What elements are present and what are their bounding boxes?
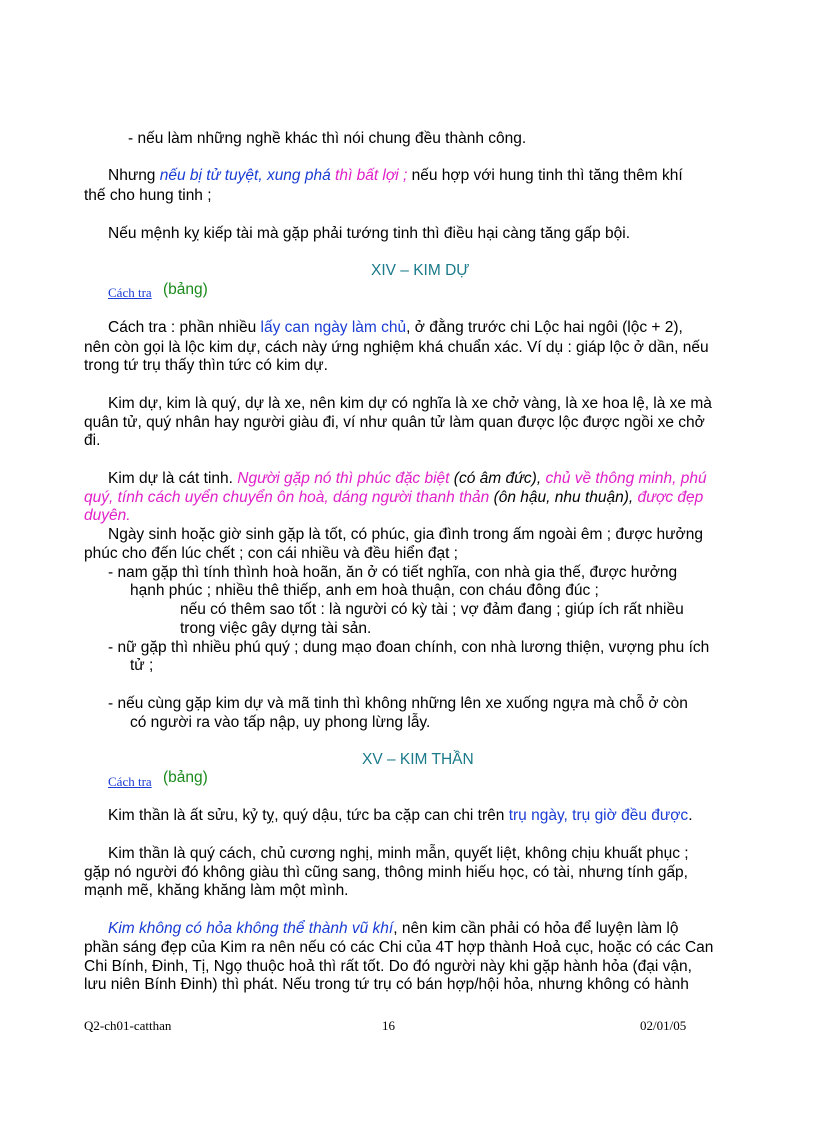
footer-filename: Q2-ch01-catthan bbox=[84, 1018, 172, 1033]
cach-tra-link[interactable]: Cách tra bbox=[108, 285, 152, 300]
paragraph-line: Kim thần là ất sửu, kỷ tỵ, quý dậu, tức ba cặp can chi trên trụ ngày, trụ giờ đều được. bbox=[108, 807, 693, 824]
section-heading: XIV – KIM DỰ bbox=[371, 262, 470, 279]
paragraph-line: thế cho hung tinh ; bbox=[84, 187, 212, 204]
paragraph-line: Chi Bính, Đinh, Tị, Ngọ thuộc hoả thì rất tốt. Do đó người này khi gặp hành hỏa (đại vận, bbox=[84, 958, 692, 975]
paragraph-line: lưu niên Bính Đinh) thì phát. Nếu trong tứ trụ có bán hợp/hội hỏa, nhưng không có hành bbox=[84, 976, 689, 993]
paragraph-line: quý, tính cách uyển chuyển ôn hoà, dáng người thanh thản (ôn hậu, nhu thuận), được đẹp bbox=[84, 489, 704, 506]
paragraph-line: nên còn gọi là lộc kim dự, cách này ứng nghiệm khá chuẩn xác. Ví dụ : giáp lộc ở dần, nếu bbox=[84, 339, 709, 356]
bang-label: (bảng) bbox=[163, 769, 208, 786]
paragraph-line: Kim dự, kim là quý, dự là xe, nên kim dự có nghĩa là xe chở vàng, là xe hoa lệ, là xe mà bbox=[108, 395, 712, 412]
paragraph-line: Kim dự là cát tinh. Người gặp nó thì phúc đặc biệt (có âm đức), chủ về thông minh, phú bbox=[108, 470, 707, 487]
bang-label: (bảng) bbox=[163, 281, 208, 298]
paragraph-line: Kim thần là quý cách, chủ cương nghị, minh mẫn, quyết liệt, không chịu khuất phục ; bbox=[108, 845, 689, 862]
list-item-line: có người ra vào tấp nập, uy phong lừng lẫy. bbox=[130, 714, 431, 731]
paragraph-line: Cách tra : phần nhiều lấy can ngày làm chủ, ở đằng trước chi Lộc hai ngôi (lộc + 2), bbox=[108, 319, 683, 336]
paragraph-line: phúc cho đến lúc chết ; con cái nhiều và đều hiển đạt ; bbox=[84, 545, 458, 562]
list-item-line: tử ; bbox=[130, 657, 154, 674]
paragraph-line: Nếu mệnh kỵ kiếp tài mà gặp phải tướng tinh thì điều hại càng tăng gấp bội. bbox=[108, 225, 631, 242]
paragraph-line: gặp nó người đó không giàu thì cũng sang, thông minh hiếu học, có tài, nhưng tính gấp, bbox=[84, 864, 688, 881]
paragraph-line: Nhưng nếu bị tử tuyệt, xung phá thì bất lợi ; nếu hợp với hung tinh thì tăng thêm khí bbox=[108, 167, 683, 184]
list-item-line: - nếu cùng gặp kim dự và mã tinh thì không những lên xe xuống ngựa mà chỗ ở còn bbox=[108, 695, 688, 712]
paragraph-line: duyên. bbox=[84, 507, 131, 524]
paragraph-line: mạnh mẽ, khăng khăng làm một mình. bbox=[84, 882, 349, 899]
cach-tra-link[interactable]: Cách tra bbox=[108, 774, 152, 789]
paragraph-line: Ngày sinh hoặc giờ sinh gặp là tốt, có phúc, gia đình trong ấm ngoài êm ; được hưởng bbox=[108, 526, 703, 543]
section-heading: XV – KIM THẦN bbox=[362, 751, 474, 768]
paragraph-line: đi. bbox=[84, 432, 101, 449]
footer-date: 02/01/05 bbox=[640, 1018, 687, 1033]
paragraph-line: trong tứ trụ thấy thìn tức có kim dự. bbox=[84, 357, 328, 374]
paragraph-line: Kim không có hỏa không thể thành vũ khí, nên kim cần phải có hỏa để luyện làm lộ bbox=[108, 920, 679, 937]
paragraph-line: - nếu làm những nghề khác thì nói chung đều thành công. bbox=[128, 130, 527, 147]
footer-page-number: 16 bbox=[382, 1018, 395, 1033]
list-item-line: hạnh phúc ; nhiều thê thiếp, anh em hoà thuận, con cháu đông đúc ; bbox=[130, 582, 599, 599]
list-item-line: - nữ gặp thì nhiều phú quý ; dung mạo đoan chính, con nhà lương thiện, vượng phu ích bbox=[108, 639, 710, 656]
list-item-line: trong việc gây dựng tài sản. bbox=[180, 620, 372, 637]
paragraph-line: quân tử, quý nhân hay người giàu đi, ví như quân tử làm quan được lộc được ngồi xe chở bbox=[84, 414, 705, 431]
list-item-line: - nam gặp thì tính thình hoà hoãn, ăn ở có tiết nghĩa, con nhà gia thế, được hưởng bbox=[108, 564, 678, 581]
list-item-line: nếu có thêm sao tốt : là người có kỳ tài ; vợ đảm đang ; giúp ích rất nhiều bbox=[180, 601, 684, 618]
paragraph-line: phần sáng đẹp của Kim ra nên nếu có các Chi của 4T hợp thành Hoả cục, hoặc có các Can bbox=[84, 939, 714, 956]
